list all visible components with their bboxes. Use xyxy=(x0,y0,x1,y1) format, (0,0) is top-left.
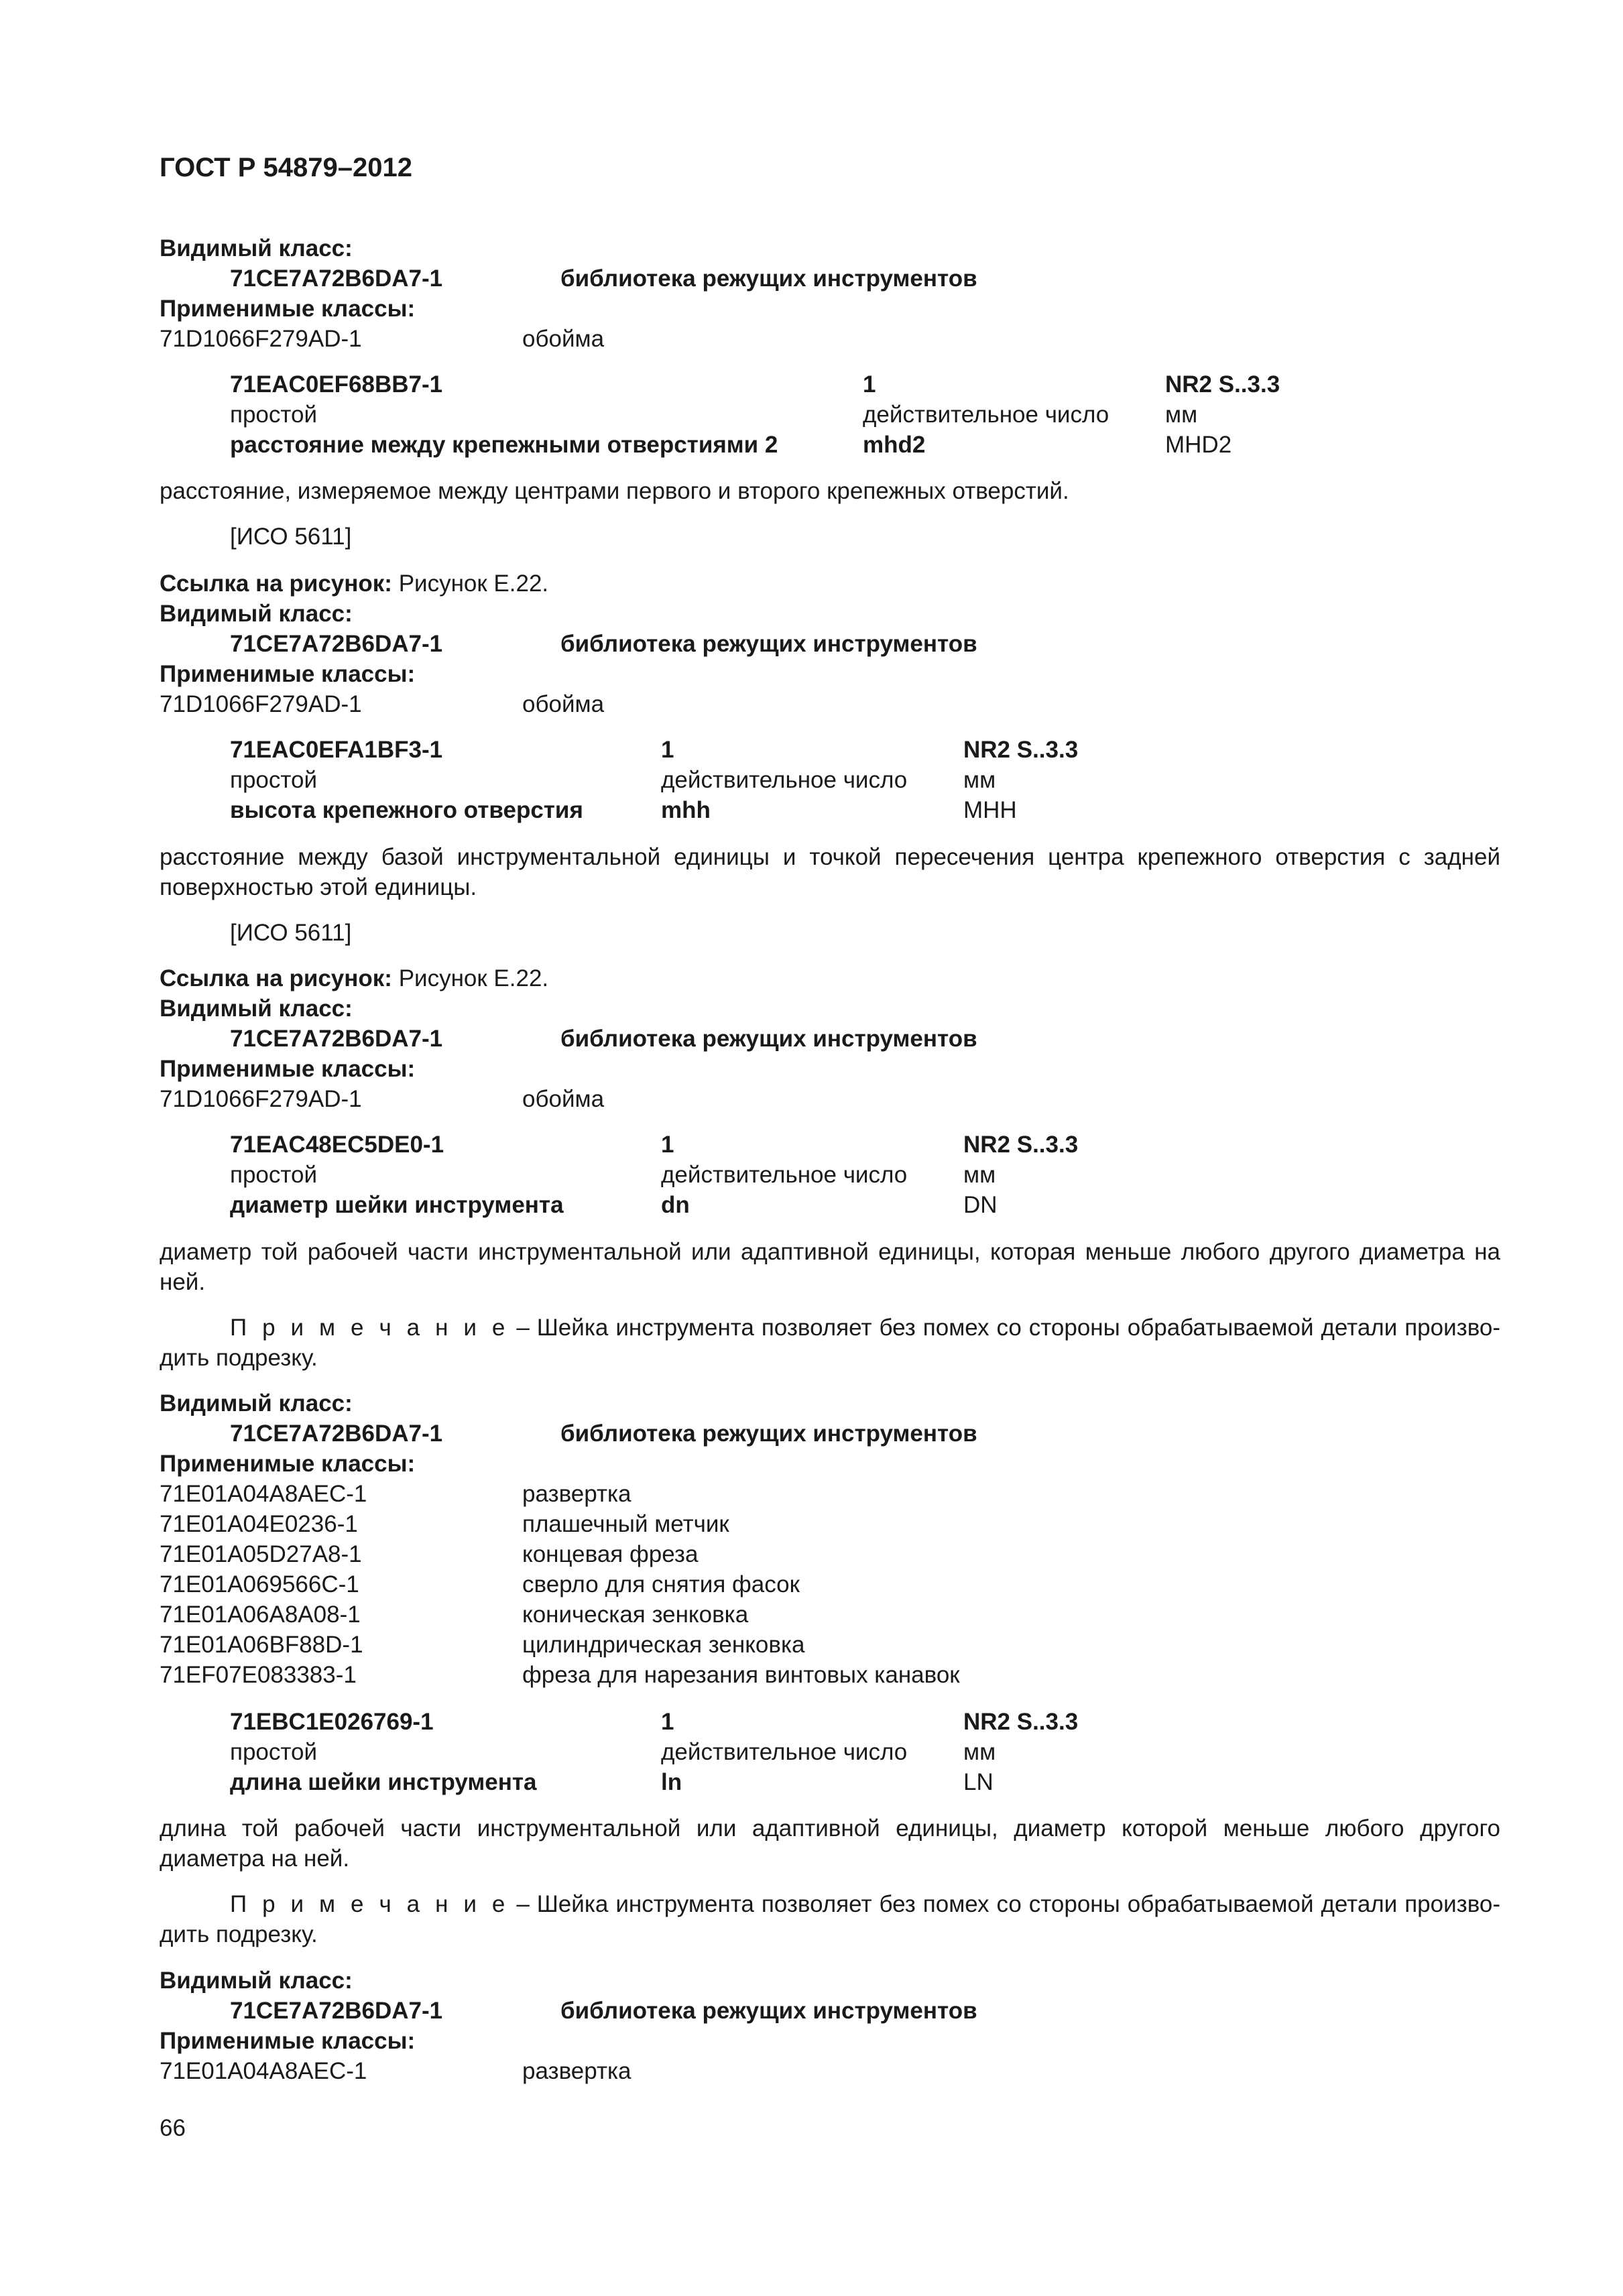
applicable-classes-label: Применимые классы: xyxy=(160,296,416,322)
source-reference: [ИСО 5611] xyxy=(230,524,352,550)
applicable-class-code: 71E01A04A8AEC-1 xyxy=(160,2058,367,2084)
visible-class-name: библиотека режущих инструментов xyxy=(560,1026,977,1052)
visible-class-code: 71CE7A72B6DA7-1 xyxy=(230,1026,443,1052)
property-unit: мм xyxy=(963,1739,996,1765)
applicable-class-name: развертка xyxy=(522,1481,632,1507)
applicable-class-code: 71E01A06BF88D-1 xyxy=(160,1632,363,1658)
property-unit: мм xyxy=(1165,402,1198,428)
applicable-class-name: фреза для нарезания винтовых канавок xyxy=(522,1662,960,1688)
property-version: 1 xyxy=(661,1132,674,1158)
visible-class-name: библиотека режущих инструментов xyxy=(560,631,977,657)
property-name: расстояние между крепежными отверстиями 2 xyxy=(230,432,778,458)
property-code: MHD2 xyxy=(1165,432,1232,458)
applicable-class-code: 71E01A04A8AEC-1 xyxy=(160,1481,367,1507)
property-revision: NR2 S..3.3 xyxy=(963,1132,1079,1158)
note-paragraph xyxy=(160,1889,1500,1949)
property-revision: NR2 S..3.3 xyxy=(963,737,1079,763)
property-type: простой xyxy=(230,767,318,793)
note-label: П р и м е ч а н и е xyxy=(230,1315,509,1341)
applicable-class-code: 71E01A04E0236-1 xyxy=(160,1511,358,1537)
property-symbol: dn xyxy=(661,1192,690,1218)
figure-reference-label: Ссылка на рисунок: xyxy=(160,570,392,597)
applicable-class-name: развертка xyxy=(522,2058,632,2084)
applicable-class-name: сверло для снятия фасок xyxy=(522,1571,800,1597)
property-unit: мм xyxy=(963,1162,996,1188)
visible-class-name: библиотека режущих инструментов xyxy=(560,1421,977,1447)
property-datatype: действительное число xyxy=(661,1739,908,1765)
applicable-class-code: 71EF07E083383-1 xyxy=(160,1662,357,1688)
applicable-classes-label: Применимые классы: xyxy=(160,1451,416,1477)
property-definition: длина той рабочей части инструментальной или адаптивной единицы, диаметр которой меньше любого другого диаметра на ней. xyxy=(160,1815,1500,1872)
note-paragraph xyxy=(160,1313,1500,1373)
source-reference: [ИСО 5611] xyxy=(230,920,352,946)
figure-reference-label: Ссылка на рисунок: xyxy=(160,965,392,991)
applicable-classes-label: Применимые классы: xyxy=(160,661,416,687)
property-code: MHH xyxy=(963,797,1017,823)
property-symbol: mhd2 xyxy=(863,432,926,458)
applicable-class-code: 71D1066F279AD-1 xyxy=(160,691,362,717)
page-number: 66 xyxy=(160,2115,186,2141)
property-symbol: ln xyxy=(661,1769,682,1795)
property-revision: NR2 S..3.3 xyxy=(1165,371,1280,398)
figure-reference-value: Рисунок Е.22. xyxy=(398,570,549,597)
applicable-class-name: концевая фреза xyxy=(522,1541,699,1567)
property-code: DN xyxy=(963,1192,998,1218)
visible-class-code: 71CE7A72B6DA7-1 xyxy=(230,631,443,657)
note-text: – Шейка инструмента позволяет без помех со стороны обрабатываемой детали произво-дить подрезку. xyxy=(160,1891,1501,1947)
visible-class-label: Видимый класс: xyxy=(160,235,353,261)
applicable-class-code: 71D1066F279AD-1 xyxy=(160,1086,362,1112)
figure-reference xyxy=(160,963,548,993)
note-text: – Шейка инструмента позволяет без помех со стороны обрабатываемой детали произво-дить подрезку. xyxy=(160,1315,1501,1371)
applicable-classes-label: Применимые классы: xyxy=(160,1056,416,1082)
visible-class-code: 71CE7A72B6DA7-1 xyxy=(230,265,443,292)
note-label: П р и м е ч а н и е xyxy=(230,1891,509,1917)
visible-class-label: Видимый класс: xyxy=(160,1390,353,1416)
property-id: 71EBC1E026769-1 xyxy=(230,1709,434,1735)
applicable-class-code: 71E01A06A8A08-1 xyxy=(160,1602,361,1628)
property-type: простой xyxy=(230,1162,318,1188)
applicable-class-name: плашечный метчик xyxy=(522,1511,729,1537)
property-id: 71EAC0EFA1BF3-1 xyxy=(230,737,443,763)
property-definition: расстояние между базой инструментальной единицы и точкой пересечения центра крепежного отверстия с задней поверхностью этой единицы. xyxy=(160,844,1500,900)
applicable-class-name: коническая зенковка xyxy=(522,1602,749,1628)
figure-reference-value: Рисунок Е.22. xyxy=(398,965,549,991)
visible-class-label: Видимый класс: xyxy=(160,1968,353,1994)
applicable-class-name: обойма xyxy=(522,691,605,717)
applicable-class-name: обойма xyxy=(522,326,605,352)
applicable-class-code: 71E01A05D27A8-1 xyxy=(160,1541,362,1567)
applicable-class-name: цилиндрическая зенковка xyxy=(522,1632,805,1658)
visible-class-code: 71CE7A72B6DA7-1 xyxy=(230,1998,443,2024)
applicable-class-name: обойма xyxy=(522,1086,605,1112)
property-version: 1 xyxy=(661,737,674,763)
property-code: LN xyxy=(963,1769,994,1795)
figure-reference xyxy=(160,568,548,599)
property-id: 71EAC0EF68BB7-1 xyxy=(230,371,443,398)
property-id: 71EAC48EC5DE0-1 xyxy=(230,1132,444,1158)
visible-class-label: Видимый класс: xyxy=(160,601,353,627)
property-type: простой xyxy=(230,1739,318,1765)
property-definition: расстояние, измеряемое между центрами первого и второго крепежных отверстий. xyxy=(160,478,1069,504)
property-type: простой xyxy=(230,402,318,428)
visible-class-label: Видимый класс: xyxy=(160,995,353,1022)
applicable-class-code: 71E01A069566C-1 xyxy=(160,1571,359,1597)
property-version: 1 xyxy=(661,1709,674,1735)
visible-class-code: 71CE7A72B6DA7-1 xyxy=(230,1421,443,1447)
property-revision: NR2 S..3.3 xyxy=(963,1709,1079,1735)
property-version: 1 xyxy=(863,371,876,398)
property-datatype: действительное число xyxy=(661,767,908,793)
property-name: высота крепежного отверстия xyxy=(230,797,583,823)
visible-class-name: библиотека режущих инструментов xyxy=(560,1998,977,2024)
property-definition: диаметр той рабочей части инструментальной или адаптивной единицы, которая меньше любого другого диаметра на ней. xyxy=(160,1239,1500,1295)
property-datatype: действительное число xyxy=(863,402,1109,428)
applicable-class-code: 71D1066F279AD-1 xyxy=(160,326,362,352)
document-header: ГОСТ Р 54879–2012 xyxy=(160,153,412,182)
property-datatype: действительное число xyxy=(661,1162,908,1188)
visible-class-name: библиотека режущих инструментов xyxy=(560,265,977,292)
property-name: длина шейки инструмента xyxy=(230,1769,537,1795)
applicable-classes-label: Применимые классы: xyxy=(160,2028,416,2054)
property-name: диаметр шейки инструмента xyxy=(230,1192,564,1218)
property-symbol: mhh xyxy=(661,797,711,823)
property-unit: мм xyxy=(963,767,996,793)
